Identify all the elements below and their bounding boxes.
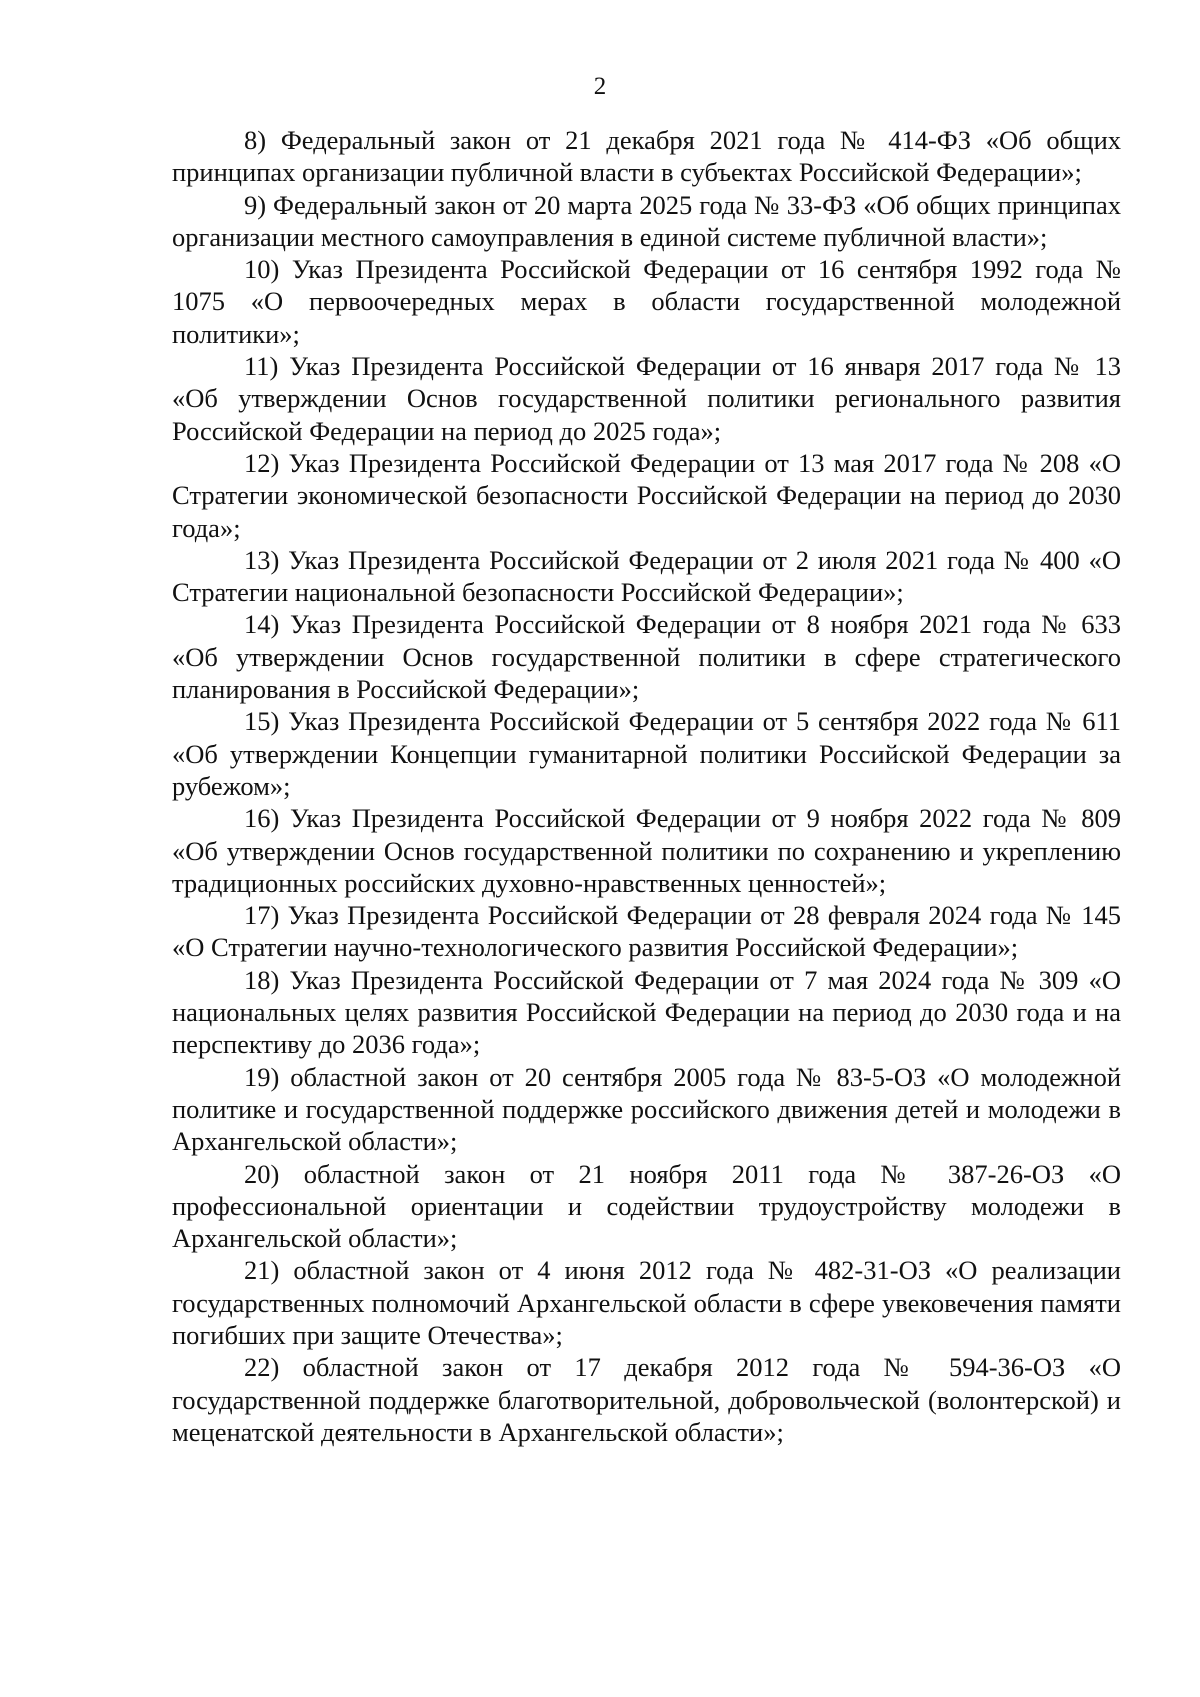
list-item: 9) Федеральный закон от 20 марта 2025 года № 33-ФЗ «Об общих принципах организации местного самоуправления в единой системе публичной власти»; [172,189,1121,252]
list-item: 8) Федеральный закон от 21 декабря 2021 года № 414-ФЗ «Об общих принципах организации публичной власти в субъектах Российской Федерации»; [172,125,1121,188]
list-item: 21) областной закон от 4 июня 2012 года № 482-31-ОЗ «О реализации государственных полномочий Архангельской области в сфере увековечения памяти погибших при защите Отечества»; [172,1255,1121,1350]
list-item: 16) Указ Президента Российской Федерации от 9 ноября 2022 года № 809 «Об утверждении Основ государственной политики по сохранению и укреплению традиционных российских духовно-нравственных ценностей»; [172,803,1121,898]
list-item: 18) Указ Президента Российской Федерации от 7 мая 2024 года № 309 «О национальных целях развития Российской Федерации на период до 2030 года и на перспективу до 2036 года»; [172,964,1121,1060]
list-item: 19) областной закон от 20 сентября 2005 года № 83-5-ОЗ «О молодежной политике и государственной поддержке российского движения детей и молодежи в Архангельской области»; [172,1061,1121,1157]
list-item: 15) Указ Президента Российской Федерации от 5 сентября 2022 года № 611 «Об утверждении Концепции гуманитарной политики Российской Федерации за рубежом»; [172,706,1121,801]
list-item: 12) Указ Президента Российской Федерации от 13 мая 2017 года № 208 «О Стратегии экономической безопасности Российской Федерации на период до 2030 года»; [172,447,1121,543]
list-item: 22) областной закон от 17 декабря 2012 года № 594-36-ОЗ «О государственной поддержке благотворительной, добровольческой (волонтерской) и меценатской деятельности в Архангельской области»; [172,1352,1121,1447]
list-item: 11) Указ Президента Российской Федерации от 16 января 2017 года № 13 «Об утверждении Основ государственной политики регионального развития Российской Федерации на период до 2025 года»; [172,351,1121,446]
legal-acts-list [172,124,1121,1448]
list-item: 14) Указ Президента Российской Федерации от 8 ноября 2021 года № 633 «Об утверждении Основ государственной политики в сфере стратегического планирования в Российской Федерации»; [172,609,1121,705]
page-number: 2 [593,73,607,100]
list-item: 17) Указ Президента Российской Федерации от 28 февраля 2024 года № 145 «О Стратегии научно-технологического развития Российской Федерации»; [172,900,1121,963]
list-item: 20) областной закон от 21 ноября 2011 года № 387-26-ОЗ «О профессиональной ориентации и содействии трудоустройству молодежи в Архангельской области»; [172,1158,1121,1254]
list-item: 10) Указ Президента Российской Федерации от 16 сентября 1992 года № 1075 «О первоочередных мерах в области государственной молодежной политики»; [172,254,1121,349]
list-item: 13) Указ Президента Российской Федерации от 2 июля 2021 года № 400 «О Стратегии национальной безопасности Российской Федерации»; [172,544,1121,608]
